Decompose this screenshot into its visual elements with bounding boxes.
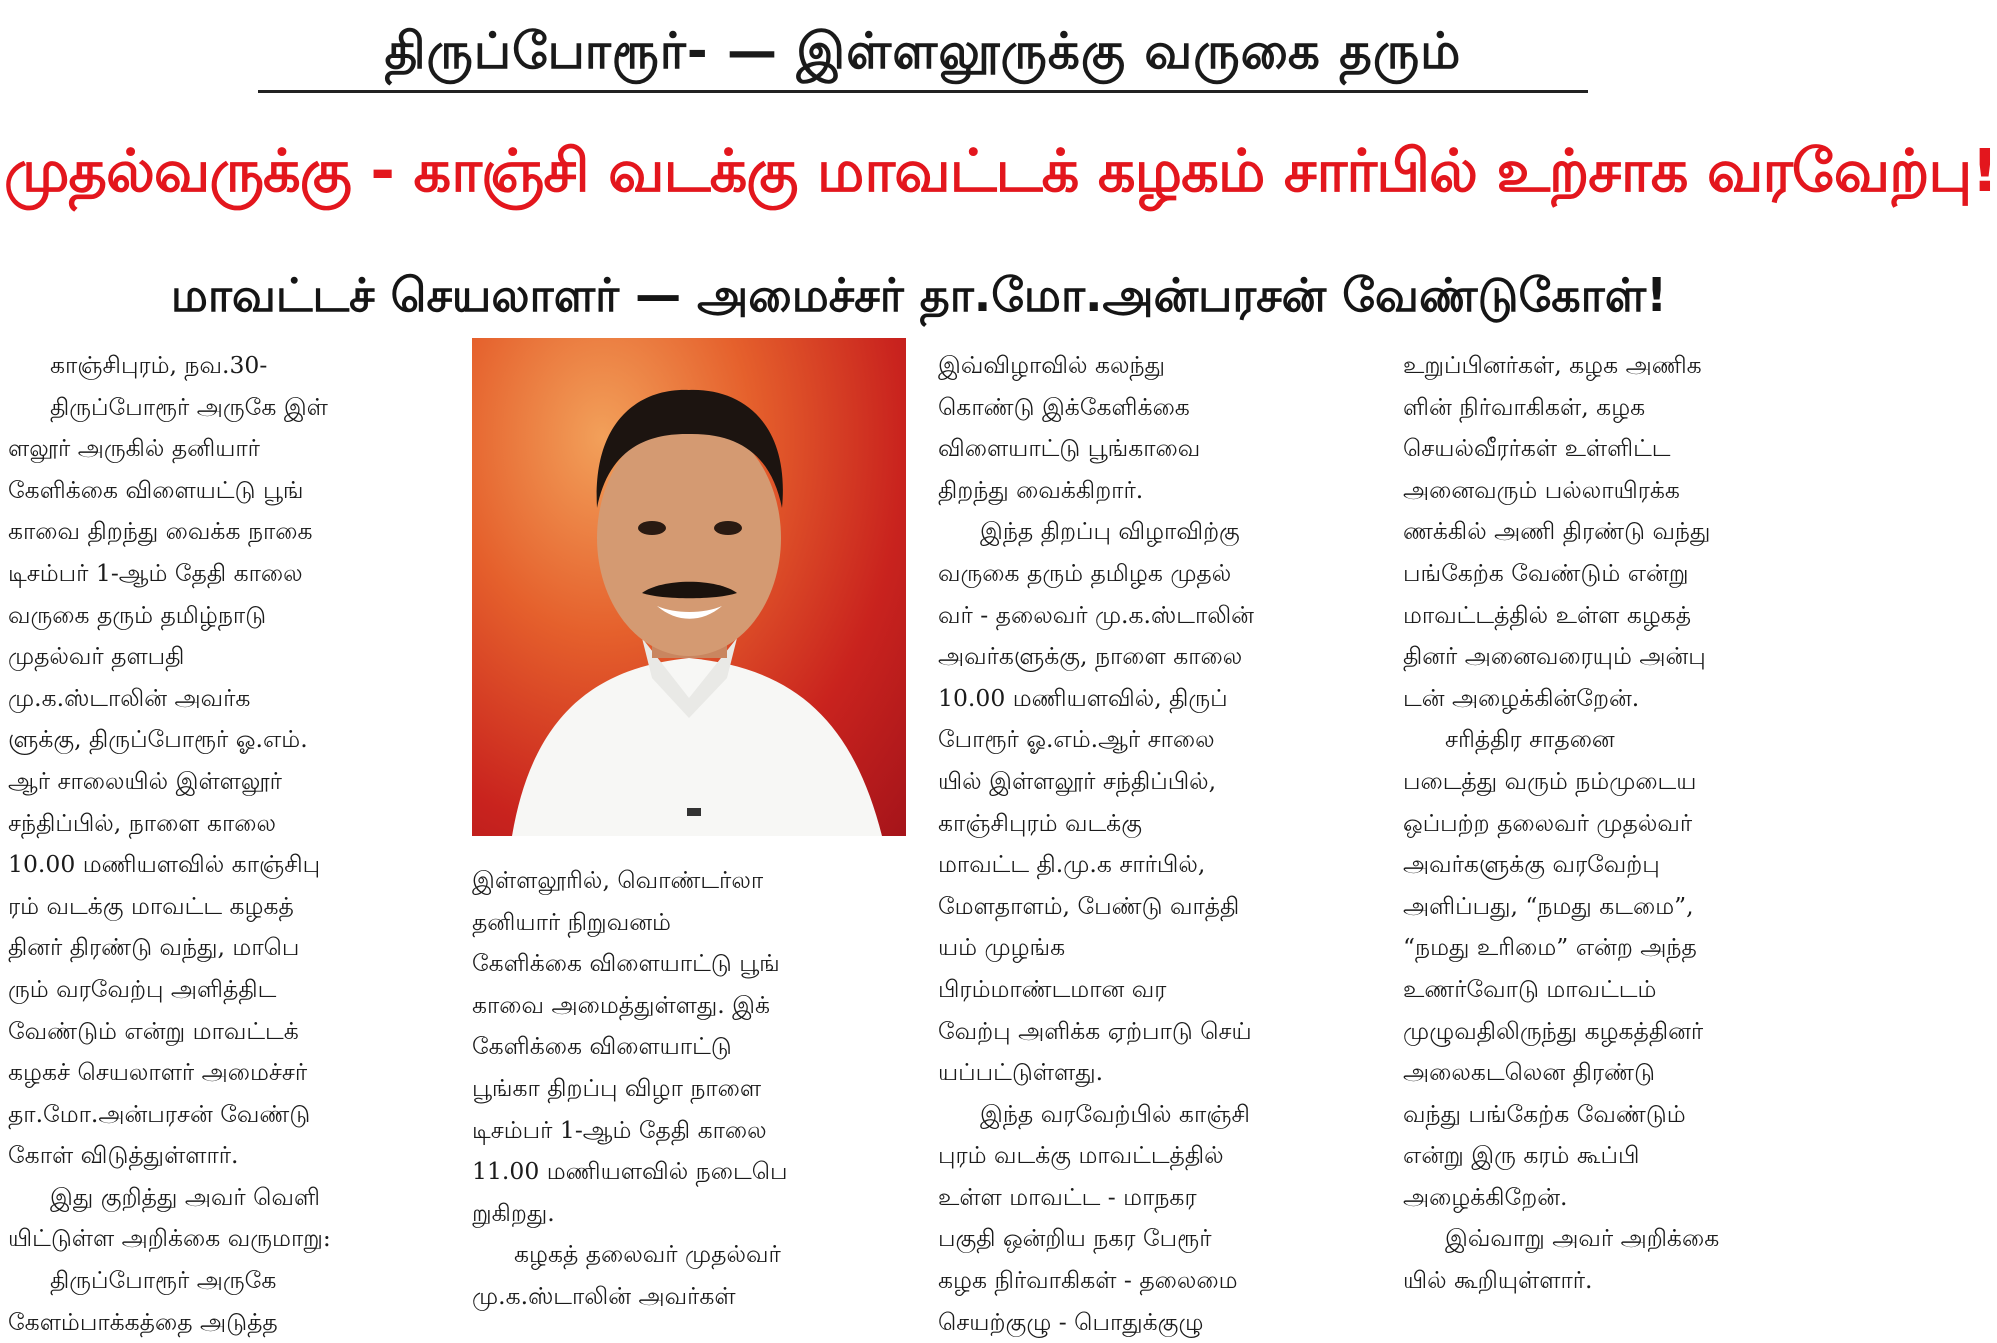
minister-photo bbox=[472, 338, 906, 836]
text-line: வர் - தலைவர் மு.க.ஸ்டாலின் bbox=[938, 600, 1254, 629]
article-column-1 bbox=[8, 345, 438, 1336]
text-line: உள்ள மாவட்ட - மாநகர bbox=[938, 1182, 1197, 1211]
main-headline: முதல்வருக்கு - காஞ்சி வடக்கு மாவட்டக் கழகம் சார்பில் உற்சாக வரவேற்பு! bbox=[4, 136, 1997, 205]
text-line: வருகை தரும் தமிழ்நாடு bbox=[8, 600, 267, 629]
text-line: பூங்கா திறப்பு விழா நாளை bbox=[472, 1073, 762, 1102]
text-line: கழக நிர்வாகிகள் - தலைமை bbox=[938, 1266, 1238, 1295]
article-column-3 bbox=[938, 345, 1374, 1336]
text-line: பிரம்மாண்டமான வர bbox=[938, 974, 1167, 1003]
face bbox=[597, 420, 781, 656]
text-line: ளலூர் அருகில் தனியார் bbox=[8, 434, 260, 463]
text-line: அவர்களுக்கு வரவேற்பு bbox=[1403, 850, 1660, 879]
text-line: டன் அழைக்கின்றேன். bbox=[1403, 683, 1640, 712]
text-line: மு.க.ஸ்டாலின் அவர்கள் bbox=[472, 1281, 736, 1310]
text-line: கொண்டு இக்கேளிக்கை bbox=[938, 392, 1190, 421]
text-line: யிட்டுள்ள அறிக்கை வருமாறு: bbox=[8, 1224, 331, 1253]
text-line: திருப்போரூர் அருகே bbox=[50, 1266, 277, 1295]
text-line: ணக்கில் அணி திரண்டு வந்து bbox=[1403, 517, 1711, 546]
text-line: இள்ளலூரில், வொண்டர்லா bbox=[472, 866, 764, 894]
text-line: விளையாட்டு பூங்காவை bbox=[938, 434, 1201, 463]
text-line: பங்கேற்க வேண்டும் என்று bbox=[1403, 558, 1689, 587]
text-line: காவை அமைத்துள்ளது. இக் bbox=[472, 990, 771, 1019]
text-line: டிசம்பர் 1-ஆம் தேதி காலை bbox=[472, 1115, 767, 1144]
text-line: கேளம்பாக்கத்தை அடுத்த bbox=[8, 1307, 278, 1336]
text-line: அழைக்கிறேன். bbox=[1403, 1182, 1568, 1211]
text-line: மு.க.ஸ்டாலின் அவர்க bbox=[8, 683, 251, 712]
text-line: இந்த வரவேற்பில் காஞ்சி bbox=[980, 1099, 1250, 1128]
text-line: சந்திப்பில், நாளை காலை bbox=[8, 808, 277, 837]
text-line: அவர்களுக்கு, நாளை காலை bbox=[938, 642, 1243, 671]
text-line: தினர் திரண்டு வந்து, மாபெ bbox=[8, 933, 300, 962]
text-line: இது குறித்து அவர் வெளி bbox=[50, 1182, 320, 1211]
text-line: தினர் அனைவரையும் அன்பு bbox=[1403, 642, 1706, 671]
text-line: யப்பட்டுள்ளது. bbox=[938, 1058, 1104, 1087]
text-line: இந்த திறப்பு விழாவிற்கு bbox=[980, 517, 1240, 546]
text-line: ஒப்பற்ற தலைவர் முதல்வர் bbox=[1403, 808, 1693, 837]
text-line: புரம் வடக்கு மாவட்டத்தில் bbox=[938, 1141, 1224, 1170]
text-line: வருகை தரும் தமிழக முதல் bbox=[938, 558, 1232, 587]
text-line: திறந்து வைக்கிறார். bbox=[938, 475, 1144, 504]
text-line: அளிப்பது, “நமது கடமை”, bbox=[1403, 891, 1694, 920]
text-line: என்று இரு கரம் கூப்பி bbox=[1403, 1141, 1640, 1170]
article-column-4 bbox=[1403, 345, 1833, 1310]
text-line: 10.00 மணியளவில், திருப் bbox=[938, 683, 1228, 712]
text-line: கோள் விடுத்துள்ளார். bbox=[8, 1141, 239, 1170]
portrait-illustration bbox=[472, 338, 906, 836]
text-line: “நமது உரிமை” என்ற அந்த bbox=[1403, 933, 1697, 962]
kicker-headline: திருப்போரூர்- — இள்ளலூருக்கு வருகை தரும் bbox=[258, 12, 1588, 93]
text-line: 10.00 மணியளவில் காஞ்சிபு bbox=[8, 850, 321, 879]
text-line: தா.மோ.அன்பரசன் வேண்டு bbox=[8, 1099, 311, 1128]
text-line: வேண்டும் என்று மாவட்டக் bbox=[8, 1016, 299, 1045]
dateline: காஞ்சிபுரம், நவ.30- bbox=[50, 351, 268, 379]
text-line: ஆர் சாலையில் இள்ளலூர் bbox=[8, 766, 282, 795]
left-eye bbox=[638, 521, 666, 535]
text-line: ரும் வரவேற்பு அளித்திட bbox=[8, 974, 277, 1003]
text-line: சரித்திர சாதனை bbox=[1445, 725, 1615, 754]
text-line: வந்து பங்கேற்க வேண்டும் bbox=[1403, 1099, 1686, 1128]
text-line: யம் முழங்க bbox=[938, 933, 1066, 962]
right-eye bbox=[714, 521, 742, 535]
text-line: உணர்வோடு மாவட்டம் bbox=[1403, 974, 1657, 1003]
text-line: அனைவரும் பல்லாயிரக்க bbox=[1403, 475, 1680, 504]
text-line: வேற்பு அளிக்க ஏற்பாடு செய் bbox=[938, 1016, 1252, 1045]
text-line: கேளிக்கை விளையாட்டு பூங் bbox=[472, 949, 780, 978]
text-line: முழுவதிலிருந்து கழகத்தினர் bbox=[1403, 1016, 1704, 1045]
text-line: மாவட்டத்தில் உள்ள கழகத் bbox=[1403, 600, 1692, 629]
text-line: றுகிறது. bbox=[472, 1198, 555, 1227]
text-line: போரூர் ஓ.எம்.ஆர் சாலை bbox=[938, 725, 1215, 754]
text-line: தனியார் நிறுவனம் bbox=[472, 907, 671, 936]
text-line: மாவட்ட தி.மு.க சார்பில், bbox=[938, 850, 1206, 879]
text-line: ரம் வடக்கு மாவட்ட கழகத் bbox=[8, 891, 294, 920]
text-line: படைத்து வரும் நம்முடைய bbox=[1403, 766, 1697, 795]
text-line: கேளிக்கை விளையாட்டு bbox=[472, 1032, 732, 1061]
text-line: காவை திறந்து வைக்க நாகை bbox=[8, 517, 313, 546]
text-line: யில் இள்ளலூர் சந்திப்பில், bbox=[938, 766, 1217, 795]
text-line: கழகத் தலைவர் முதல்வர் bbox=[514, 1240, 781, 1269]
text-line: செயல்வீரர்கள் உள்ளிட்ட bbox=[1403, 434, 1671, 463]
text-line: உறுப்பினர்கள், கழக அணிக bbox=[1403, 351, 1702, 379]
text-line: ளுக்கு, திருப்போரூர் ஓ.எம். bbox=[8, 725, 308, 754]
text-line: கேளிக்கை விளையட்டு பூங் bbox=[8, 475, 304, 504]
text-line: யில் கூறியுள்ளார். bbox=[1403, 1266, 1593, 1295]
subheadline: மாவட்டச் செயலாளர் — அமைச்சர் தா.மோ.அன்பரசன் வேண்டுகோள்! bbox=[170, 268, 1668, 322]
text-line: அலைகடலென திரண்டு bbox=[1403, 1058, 1655, 1087]
text-line: பகுதி ஒன்றிய நகர பேரூர் bbox=[938, 1224, 1212, 1253]
text-line: காஞ்சிபுரம் வடக்கு bbox=[938, 808, 1142, 837]
text-line: கழகச் செயலாளர் அமைச்சர் bbox=[8, 1058, 308, 1087]
text-line: இவ்வாறு அவர் அறிக்கை bbox=[1445, 1224, 1720, 1253]
text-line: டிசம்பர் 1-ஆம் தேதி காலை bbox=[8, 558, 303, 587]
text-line: திருப்போரூர் அருகே இள் bbox=[50, 392, 328, 421]
article-column-2 bbox=[472, 860, 908, 1310]
text-line: ளின் நிர்வாகிகள், கழக bbox=[1403, 392, 1646, 421]
text-line: 11.00 மணியளவில் நடைபெ bbox=[472, 1157, 788, 1186]
text-line: முதல்வர் தளபதி bbox=[8, 642, 185, 671]
text-line: இவ்விழாவில் கலந்து bbox=[938, 351, 1165, 379]
text-line: மேளதாளம், பேண்டு வாத்தி bbox=[938, 891, 1240, 920]
lapel-pin bbox=[687, 808, 701, 816]
text-line: செயற்குழு - பொதுக்குழு bbox=[938, 1307, 1204, 1336]
